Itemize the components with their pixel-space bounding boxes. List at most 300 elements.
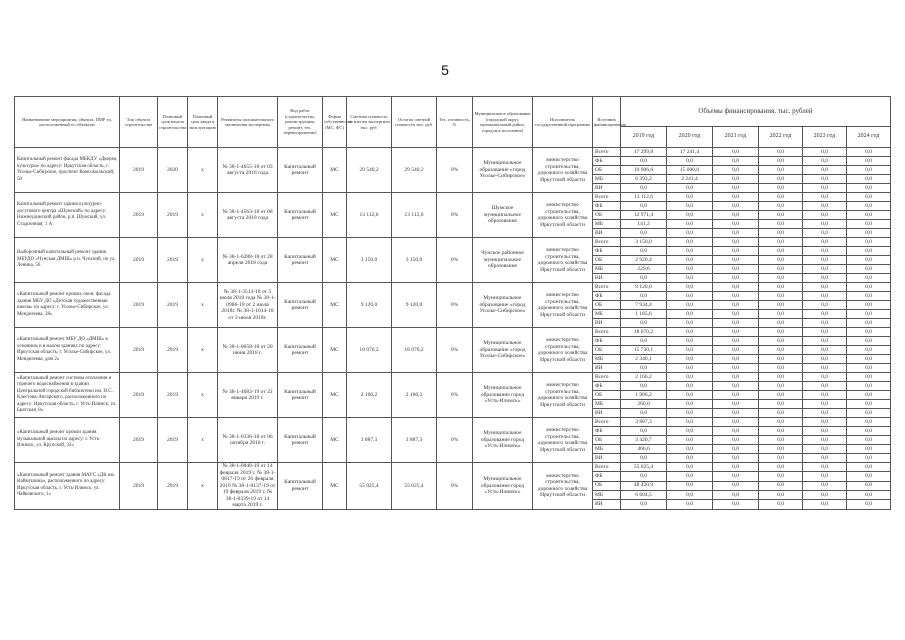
funding-value: 0,0 xyxy=(759,373,803,382)
object-work: Капитальный ремонт xyxy=(278,463,323,510)
object-remaining: 2 166,2 xyxy=(392,373,437,418)
funding-source: МБ xyxy=(593,265,621,274)
funding-value: 0,0 xyxy=(713,418,759,427)
funding-value: 0,0 xyxy=(803,184,847,193)
funding-source: ФБ xyxy=(593,202,621,211)
funding-value: 0,0 xyxy=(759,292,803,301)
funding-value: 2 920,4 xyxy=(621,256,667,265)
object-municipality: Шумское муниципальное образование xyxy=(473,193,533,238)
funding-value: 0,0 xyxy=(803,400,847,409)
funding-source: ВИ xyxy=(593,184,621,193)
object-remaining: 29 540,2 xyxy=(392,148,437,193)
funding-value: 0,0 xyxy=(847,364,891,373)
table-row xyxy=(15,463,891,472)
funding-source: Всего xyxy=(593,373,621,382)
funding-value: 0,0 xyxy=(667,436,713,445)
funding-value: 0,0 xyxy=(713,220,759,229)
header-remaining: Остаток сметной стоимости тыс. руб. xyxy=(392,97,437,148)
funding-source: Всего xyxy=(593,238,621,247)
object-expertise-date: х xyxy=(188,418,218,463)
funding-value: 0,0 xyxy=(847,166,891,175)
funding-value: 10 906,6 xyxy=(621,166,667,175)
object-ownership: МС xyxy=(323,418,347,463)
object-end: 2019 xyxy=(158,463,188,510)
funding-source: Всего xyxy=(593,283,621,292)
funding-value: 0,0 xyxy=(847,355,891,364)
object-start: 2019 xyxy=(120,328,158,373)
funding-value: 0,0 xyxy=(713,193,759,202)
object-ownership: МС xyxy=(323,193,347,238)
funding-value: 0,0 xyxy=(847,373,891,382)
object-municipality: Чунское районное муниципальное образование xyxy=(473,238,533,283)
funding-value: 0,0 xyxy=(713,292,759,301)
funding-value: 0,0 xyxy=(759,265,803,274)
object-cost: 13 112,6 xyxy=(347,193,392,238)
object-expertise: № 38-1-4683-19 от 22 января 2019 г. xyxy=(218,373,278,418)
funding-source: ВИ xyxy=(593,500,621,509)
funding-source: Всего xyxy=(593,328,621,337)
header-end: Плановый срок ввода в эксплуатацию xyxy=(188,97,218,148)
funding-value: 0,0 xyxy=(667,220,713,229)
funding-value: 0,0 xyxy=(803,274,847,283)
funding-value: 0,0 xyxy=(621,382,667,391)
funding-source: МБ xyxy=(593,175,621,184)
funding-value: 0,0 xyxy=(713,211,759,220)
funding-value: 0,0 xyxy=(847,481,891,490)
funding-source: ФБ xyxy=(593,337,621,346)
funding-value: 0,0 xyxy=(803,301,847,310)
funding-value: 0,0 xyxy=(803,319,847,328)
funding-value: 0,0 xyxy=(667,373,713,382)
funding-value: 0,0 xyxy=(759,500,803,509)
funding-value: 0,0 xyxy=(847,418,891,427)
funding-value: 0,0 xyxy=(847,409,891,418)
object-ownership: МС xyxy=(323,373,347,418)
funding-value: 0,0 xyxy=(713,184,759,193)
object-name: «Капитальный ремонт здания МАУС «ДК им. Наймушина», расположенного по адресу: Иркутская область, г. Усть-Илимск, ул. Чайковского, 1» xyxy=(15,463,120,510)
funding-value: 0,0 xyxy=(803,265,847,274)
funding-value: 0,0 xyxy=(847,247,891,256)
header-executor: Исполнитель государственной программы xyxy=(533,97,593,148)
object-expertise: № 38-1-0658-18 от 20 июня 2018 г. xyxy=(218,328,278,373)
funding-value: 0,0 xyxy=(713,346,759,355)
funding-value: 0,0 xyxy=(713,265,759,274)
funding-value: 0,0 xyxy=(803,436,847,445)
funding-source: ОБ xyxy=(593,211,621,220)
funding-value: 0,0 xyxy=(713,148,759,157)
object-expertise-date: х xyxy=(188,328,218,373)
funding-value: 0,0 xyxy=(759,400,803,409)
funding-value: 0,0 xyxy=(713,175,759,184)
funding-value: 15 730,1 xyxy=(621,346,667,355)
funding-source: ВИ xyxy=(593,409,621,418)
object-executor: министерство строительства, дорожного хозяйства Иркутской области xyxy=(533,148,593,193)
funding-value: 0,0 xyxy=(847,211,891,220)
funding-value: 1 185,6 xyxy=(621,310,667,319)
funding-value: 0,0 xyxy=(847,472,891,481)
funding-value: 0,0 xyxy=(847,175,891,184)
funding-value: 0,0 xyxy=(759,301,803,310)
funding-value: 0,0 xyxy=(713,166,759,175)
header-source: Источник финансирования xyxy=(593,97,621,148)
funding-value: 0,0 xyxy=(847,445,891,454)
funding-value: 0,0 xyxy=(667,364,713,373)
funding-value: 0,0 xyxy=(803,328,847,337)
object-work: Капитальный ремонт xyxy=(278,148,323,193)
object-cost: 18 070,2 xyxy=(347,328,392,373)
header-readiness: Тех. готовность, % xyxy=(437,97,473,148)
funding-value: 0,0 xyxy=(759,481,803,490)
object-cost: 29 540,2 xyxy=(347,148,392,193)
funding-value: 0,0 xyxy=(803,193,847,202)
object-municipality: Муниципальное образование «город Усолье-Сибирское» xyxy=(473,283,533,328)
header-year: 2019 год xyxy=(621,126,667,147)
funding-source: ФБ xyxy=(593,157,621,166)
funding-value: 0,0 xyxy=(759,490,803,499)
funding-value: 466,6 xyxy=(621,445,667,454)
table-row xyxy=(15,193,891,202)
object-executor: министерство строительства, дорожного хозяйства Иркутской области xyxy=(533,373,593,418)
funding-value: 0,0 xyxy=(847,274,891,283)
funding-value: 0,0 xyxy=(667,355,713,364)
object-remaining: 3 887,3 xyxy=(392,418,437,463)
object-remaining: 18 070,2 xyxy=(392,328,437,373)
funding-value: 0,0 xyxy=(803,175,847,184)
funding-value: 0,0 xyxy=(759,247,803,256)
funding-value: 0,0 xyxy=(847,229,891,238)
funding-value: 0,0 xyxy=(713,310,759,319)
funding-value: 0,0 xyxy=(847,346,891,355)
funding-value: 3 887,3 xyxy=(621,418,667,427)
funding-value: 0,0 xyxy=(759,409,803,418)
funding-value: 0,0 xyxy=(759,454,803,463)
objects-table xyxy=(14,96,891,510)
funding-value: 0,0 xyxy=(847,301,891,310)
funding-value: 0,0 xyxy=(759,427,803,436)
funding-value: 0,0 xyxy=(713,409,759,418)
funding-value: 0,0 xyxy=(667,328,713,337)
object-name: Капитальный ремонт здания культурно-досугового центра «Шумский» по адресу: Нижнеудинский район, р.п. Шумский, ул. Стадионная, 1 А xyxy=(15,193,120,238)
funding-value: 0,0 xyxy=(713,319,759,328)
funding-value: 0,0 xyxy=(847,463,891,472)
funding-value: 0,0 xyxy=(803,463,847,472)
object-work: Капитальный ремонт xyxy=(278,283,323,328)
funding-source: ФБ xyxy=(593,382,621,391)
object-expertise-date: х xyxy=(188,238,218,283)
funding-value: 0,0 xyxy=(713,472,759,481)
funding-value: 0,0 xyxy=(759,391,803,400)
funding-source: ФБ xyxy=(593,292,621,301)
funding-value: 0,0 xyxy=(713,355,759,364)
header-year: 2021 год xyxy=(713,126,759,147)
header-ownership: Форма собственности (МС, ФС) xyxy=(323,97,347,148)
header-mo: Муниципальное образование (городской округ, муниципальный район, городское поселение) xyxy=(473,97,533,148)
object-work: Капитальный ремонт xyxy=(278,193,323,238)
funding-value: 0,0 xyxy=(621,157,667,166)
object-name: «Капитальный ремонт кровли, окон, фасада здания МБУ ДО «Детская художественная школа» по адресу: г. Усолье-Сибирское, ул. Менделеева, 28» xyxy=(15,283,120,328)
funding-value: 0,0 xyxy=(621,409,667,418)
object-start: 2019 xyxy=(120,193,158,238)
object-municipality: Муниципальное образование «город Усолье-Сибирское» xyxy=(473,148,533,193)
funding-value: 0,0 xyxy=(667,202,713,211)
object-expertise-date: х xyxy=(188,193,218,238)
funding-value: 0,0 xyxy=(667,382,713,391)
header-cost: Сметная стоимость по итогам экспертизы тыс. руб. xyxy=(347,97,392,148)
funding-value: 0,0 xyxy=(667,481,713,490)
funding-value: 0,0 xyxy=(847,337,891,346)
object-readiness: 0% xyxy=(437,463,473,510)
funding-value: 0,0 xyxy=(667,256,713,265)
funding-value: 0,0 xyxy=(621,364,667,373)
funding-value: 0,0 xyxy=(847,238,891,247)
funding-value: 0,0 xyxy=(847,436,891,445)
funding-value: 0,0 xyxy=(803,157,847,166)
funding-value: 0,0 xyxy=(667,409,713,418)
funding-value: 15 000,0 xyxy=(667,166,713,175)
funding-value: 229,6 xyxy=(621,265,667,274)
funding-value: 0,0 xyxy=(621,500,667,509)
funding-value: 0,0 xyxy=(803,211,847,220)
funding-value: 0,0 xyxy=(759,310,803,319)
funding-value: 7 934,4 xyxy=(621,301,667,310)
funding-value: 0,0 xyxy=(847,292,891,301)
funding-value: 0,0 xyxy=(847,319,891,328)
funding-value: 0,0 xyxy=(667,490,713,499)
funding-source: Всего xyxy=(593,148,621,157)
funding-value: 0,0 xyxy=(847,310,891,319)
funding-value: 0,0 xyxy=(667,337,713,346)
funding-value: 0,0 xyxy=(803,283,847,292)
object-executor: министерство строительства, дорожного хозяйства Иркутской области xyxy=(533,238,593,283)
object-cost: 3 887,3 xyxy=(347,418,392,463)
funding-value: 6 604,5 xyxy=(621,490,667,499)
funding-value: 0,0 xyxy=(847,427,891,436)
funding-value: 0,0 xyxy=(847,283,891,292)
funding-source: МБ xyxy=(593,355,621,364)
header-year: 2022 год xyxy=(759,126,803,147)
funding-value: 0,0 xyxy=(847,193,891,202)
funding-source: МБ xyxy=(593,490,621,499)
funding-value: 0,0 xyxy=(803,229,847,238)
funding-value: 0,0 xyxy=(621,472,667,481)
funding-value: 0,0 xyxy=(803,500,847,509)
funding-value: 0,0 xyxy=(803,364,847,373)
funding-value: 0,0 xyxy=(713,247,759,256)
funding-value: 0,0 xyxy=(847,391,891,400)
object-end: 2019 xyxy=(158,193,188,238)
funding-value: 0,0 xyxy=(759,283,803,292)
funding-value: 0,0 xyxy=(759,202,803,211)
funding-value: 0,0 xyxy=(847,490,891,499)
header-work: Вид работ (строительство, реконструкция, ремонт, тех. перевооружение) xyxy=(278,97,323,148)
object-readiness: 0% xyxy=(437,193,473,238)
funding-value: 141,2 xyxy=(621,220,667,229)
funding-value: 0,0 xyxy=(803,247,847,256)
funding-value: 0,0 xyxy=(621,247,667,256)
funding-value: 0,0 xyxy=(713,481,759,490)
funding-value: 0,0 xyxy=(847,500,891,509)
funding-value: 0,0 xyxy=(759,184,803,193)
funding-value: 0,0 xyxy=(759,229,803,238)
funding-value: 0,0 xyxy=(667,346,713,355)
funding-value: 0,0 xyxy=(667,445,713,454)
funding-value: 6 393,2 xyxy=(621,175,667,184)
funding-value: 0,0 xyxy=(847,184,891,193)
funding-value: 0,0 xyxy=(621,427,667,436)
funding-value: 0,0 xyxy=(713,454,759,463)
funding-source: МБ xyxy=(593,220,621,229)
funding-value: 0,0 xyxy=(667,400,713,409)
funding-value: 0,0 xyxy=(713,373,759,382)
object-ownership: МС xyxy=(323,148,347,193)
funding-value: 0,0 xyxy=(759,274,803,283)
funding-value: 0,0 xyxy=(803,310,847,319)
funding-value: 0,0 xyxy=(759,364,803,373)
funding-value: 0,0 xyxy=(759,445,803,454)
funding-value: 0,0 xyxy=(713,436,759,445)
object-readiness: 0% xyxy=(437,238,473,283)
object-readiness: 0% xyxy=(437,373,473,418)
funding-value: 0,0 xyxy=(713,328,759,337)
funding-value: 0,0 xyxy=(667,463,713,472)
funding-value: 0,0 xyxy=(713,301,759,310)
funding-value: 0,0 xyxy=(759,382,803,391)
header-finance-title: Объемы финансирования, тыс. рублей xyxy=(621,97,891,127)
object-remaining: 9 120,0 xyxy=(392,283,437,328)
funding-source: МБ xyxy=(593,400,621,409)
funding-value: 0,0 xyxy=(803,481,847,490)
object-start: 2019 xyxy=(120,283,158,328)
funding-value: 0,0 xyxy=(667,454,713,463)
funding-value: 1 906,2 xyxy=(621,391,667,400)
object-start: 2019 xyxy=(120,238,158,283)
funding-source: Всего xyxy=(593,418,621,427)
funding-source: ОБ xyxy=(593,391,621,400)
funding-value: 0,0 xyxy=(667,418,713,427)
object-expertise-date: х xyxy=(188,373,218,418)
funding-value: 0,0 xyxy=(803,409,847,418)
funding-value: 0,0 xyxy=(759,337,803,346)
object-name: «Капитальный ремонт кровли здания музыкальной школы по адресу: г. Усть-Илимск, ул. Крупской, 32» xyxy=(15,418,120,463)
funding-value: 0,0 xyxy=(759,238,803,247)
funding-value: 0,0 xyxy=(759,220,803,229)
funding-value: 2 241,4 xyxy=(667,175,713,184)
funding-value: 0,0 xyxy=(803,391,847,400)
funding-value: 0,0 xyxy=(803,445,847,454)
funding-value: 48 420,9 xyxy=(621,481,667,490)
funding-value: 0,0 xyxy=(713,157,759,166)
funding-source: МБ xyxy=(593,445,621,454)
funding-value: 0,0 xyxy=(759,472,803,481)
funding-source: ОБ xyxy=(593,166,621,175)
table-row xyxy=(15,418,891,427)
funding-source: ВИ xyxy=(593,229,621,238)
funding-source: ОБ xyxy=(593,481,621,490)
funding-value: 17 299,8 xyxy=(621,148,667,157)
object-name: «Капитальный ремонт МБУ ДО «ДМШ» в основном и в малом зданиях по адресу: Иркутская область, г. Усолье-Сибирское, ул. Менделеева, дом 2» xyxy=(15,328,120,373)
object-cost: 3 150,0 xyxy=(347,238,392,283)
funding-value: 0,0 xyxy=(759,256,803,265)
funding-value: 0,0 xyxy=(803,256,847,265)
funding-value: 0,0 xyxy=(759,319,803,328)
funding-value: 0,0 xyxy=(759,175,803,184)
funding-value: 18 070,2 xyxy=(621,328,667,337)
object-start: 2019 xyxy=(120,418,158,463)
header-type: Тип объекта строительства xyxy=(120,97,158,148)
object-ownership: МС xyxy=(323,328,347,373)
object-expertise: № 38-1-4563-18 от 08 августа 2018 года xyxy=(218,193,278,238)
funding-source: ОБ xyxy=(593,346,621,355)
funding-value: 0,0 xyxy=(803,166,847,175)
object-ownership: МС xyxy=(323,283,347,328)
funding-value: 0,0 xyxy=(803,382,847,391)
funding-value: 2 340,1 xyxy=(621,355,667,364)
object-expertise: № 38-1-6288-18 от 28 апреля 2018 года xyxy=(218,238,278,283)
funding-value: 0,0 xyxy=(667,157,713,166)
funding-source: ВИ xyxy=(593,364,621,373)
funding-value: 2 166,2 xyxy=(621,373,667,382)
object-start: 2019 xyxy=(120,148,158,193)
object-municipality: Муниципальное образование город «Усть-Илимск» xyxy=(473,418,533,463)
object-expertise-date: х xyxy=(188,463,218,510)
funding-value: 0,0 xyxy=(713,463,759,472)
funding-value: 0,0 xyxy=(667,319,713,328)
object-name: «Капитальный ремонт системы отопления и горячего водоснабжения в здании Центральной городской библиотеки им. Н.С. Клестова-Ангарского, расположенного по адресу: Иркутская область, г. Усть-Илимск, ул. Братская, 8» xyxy=(15,373,120,418)
funding-value: 0,0 xyxy=(667,193,713,202)
object-municipality: Муниципальное образование город «Усть-Илимск» xyxy=(473,463,533,510)
funding-source: ОБ xyxy=(593,436,621,445)
funding-value: 0,0 xyxy=(803,202,847,211)
funding-value: 0,0 xyxy=(713,238,759,247)
object-end: 2019 xyxy=(158,328,188,373)
funding-value: 0,0 xyxy=(803,292,847,301)
object-end: 2020 xyxy=(158,148,188,193)
funding-value: 0,0 xyxy=(759,166,803,175)
funding-value: 0,0 xyxy=(803,418,847,427)
object-remaining: 55 025,4 xyxy=(392,463,437,510)
funding-value: 0,0 xyxy=(803,148,847,157)
funding-source: ВИ xyxy=(593,274,621,283)
object-ownership: МС xyxy=(323,463,347,510)
funding-value: 17 241,4 xyxy=(667,148,713,157)
object-readiness: 0% xyxy=(437,148,473,193)
funding-value: 0,0 xyxy=(803,220,847,229)
header-year: 2020 год xyxy=(667,126,713,147)
object-readiness: 0% xyxy=(437,418,473,463)
funding-value: 0,0 xyxy=(667,283,713,292)
funding-value: 0,0 xyxy=(667,211,713,220)
table-row xyxy=(15,238,891,247)
funding-value: 0,0 xyxy=(847,220,891,229)
funding-value: 0,0 xyxy=(759,328,803,337)
funding-value: 0,0 xyxy=(847,454,891,463)
funding-value: 0,0 xyxy=(713,202,759,211)
funding-value: 0,0 xyxy=(759,193,803,202)
funding-value: 0,0 xyxy=(667,247,713,256)
funding-value: 0,0 xyxy=(713,427,759,436)
funding-value: 0,0 xyxy=(847,328,891,337)
header-expertise: Реквизиты положительного заключения экспертизы xyxy=(218,97,278,148)
funding-value: 0,0 xyxy=(759,346,803,355)
page-number: 5 xyxy=(441,62,449,78)
funding-value: 0,0 xyxy=(713,490,759,499)
funding-value: 0,0 xyxy=(759,463,803,472)
object-executor: министерство строительства, дорожного хозяйства Иркутской области xyxy=(533,328,593,373)
funding-value: 0,0 xyxy=(713,500,759,509)
funding-value: 0,0 xyxy=(803,454,847,463)
funding-value: 13 112,6 xyxy=(621,193,667,202)
funding-value: 9 120,0 xyxy=(621,283,667,292)
